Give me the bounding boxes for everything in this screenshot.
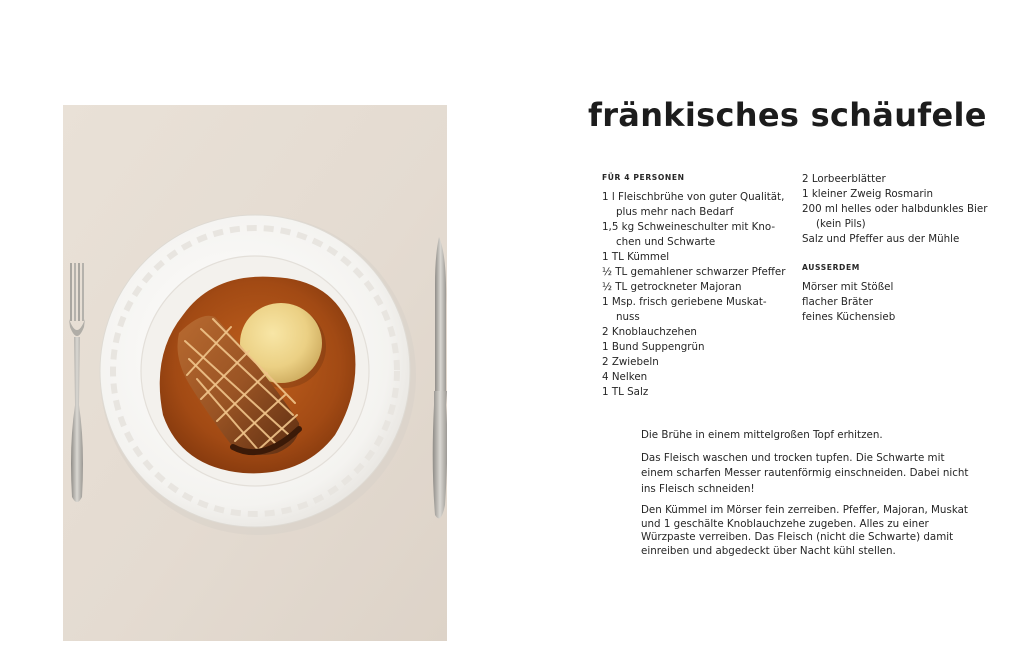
- ingredient-item: ½ TL gemahlener schwarzer Pfeffer: [602, 266, 786, 278]
- ingredient-item: 1 kleiner Zweig Rosmarin: [802, 188, 934, 200]
- equipment-heading: AUSSERDEM: [802, 263, 860, 272]
- equipment-item: flacher Bräter: [802, 296, 874, 308]
- ingredient-list: [602, 190, 787, 400]
- ingredient-item: 1 TL Kümmel: [602, 251, 670, 263]
- ingredient-item: plus mehr nach Bedarf: [616, 206, 734, 218]
- equipment-item: Mörser mit Stößel: [802, 281, 894, 293]
- method-steps: [641, 428, 971, 565]
- ingredient-item: 2 Knoblauchzehen: [602, 326, 697, 338]
- servings-heading: FÜR 4 PERSONEN: [602, 173, 685, 182]
- ingredient-item: 1 Bund Suppengrün: [602, 341, 705, 353]
- equipment-list: [802, 280, 992, 325]
- ingredient-item: 1 l Fleischbrühe von guter Qualität,: [602, 191, 785, 203]
- ingredients-column-left: [602, 172, 787, 400]
- ingredient-item: nuss: [616, 311, 640, 323]
- ingredient-item: 1,5 kg Schweineschulter mit Kno-: [602, 221, 776, 233]
- ingredient-list: [802, 172, 992, 247]
- dish-photo: [63, 105, 447, 641]
- ingredient-item: 2 Lorbeerblätter: [802, 173, 886, 185]
- ingredient-item: 200 ml helles oder halbdunkles Bier: [802, 203, 988, 215]
- ingredient-item: 1 TL Salz: [602, 386, 649, 398]
- method-step: Das Fleisch waschen und trocken tupfen. Die Schwarte mit einem scharfen Messer rautenförmig einschneiden. Dabei nicht ins Fleisch schneiden!: [641, 451, 969, 495]
- equipment-item: feines Küchensieb: [802, 311, 896, 323]
- method-step: Den Kümmel im Mörser fein zerreiben. Pfeffer, Majoran, Muskat und 1 geschälte Knoblauchzehe zugeben. Alles zu einer Würzpaste verreiben. Das Fleisch (nicht die Schwarte) damit einreiben und abgedeckt über Nacht kühl stellen.: [641, 504, 968, 557]
- ingredient-item: chen und Schwarte: [616, 236, 716, 248]
- ingredient-item: 2 Zwiebeln: [602, 356, 659, 368]
- ingredient-item: ½ TL getrockneter Majoran: [602, 281, 742, 293]
- ingredient-item: 1 Msp. frisch geriebene Muskat-: [602, 296, 767, 308]
- ingredient-item: 4 Nelken: [602, 371, 648, 383]
- ingredient-item: Salz und Pfeffer aus der Mühle: [802, 233, 960, 245]
- method-step: Die Brühe in einem mittelgroßen Topf erhitzen.: [641, 429, 883, 441]
- ingredients-column-right: [802, 172, 992, 325]
- ingredient-item: (kein Pils): [816, 218, 866, 230]
- recipe-title: fränkisches schäufele: [588, 96, 987, 134]
